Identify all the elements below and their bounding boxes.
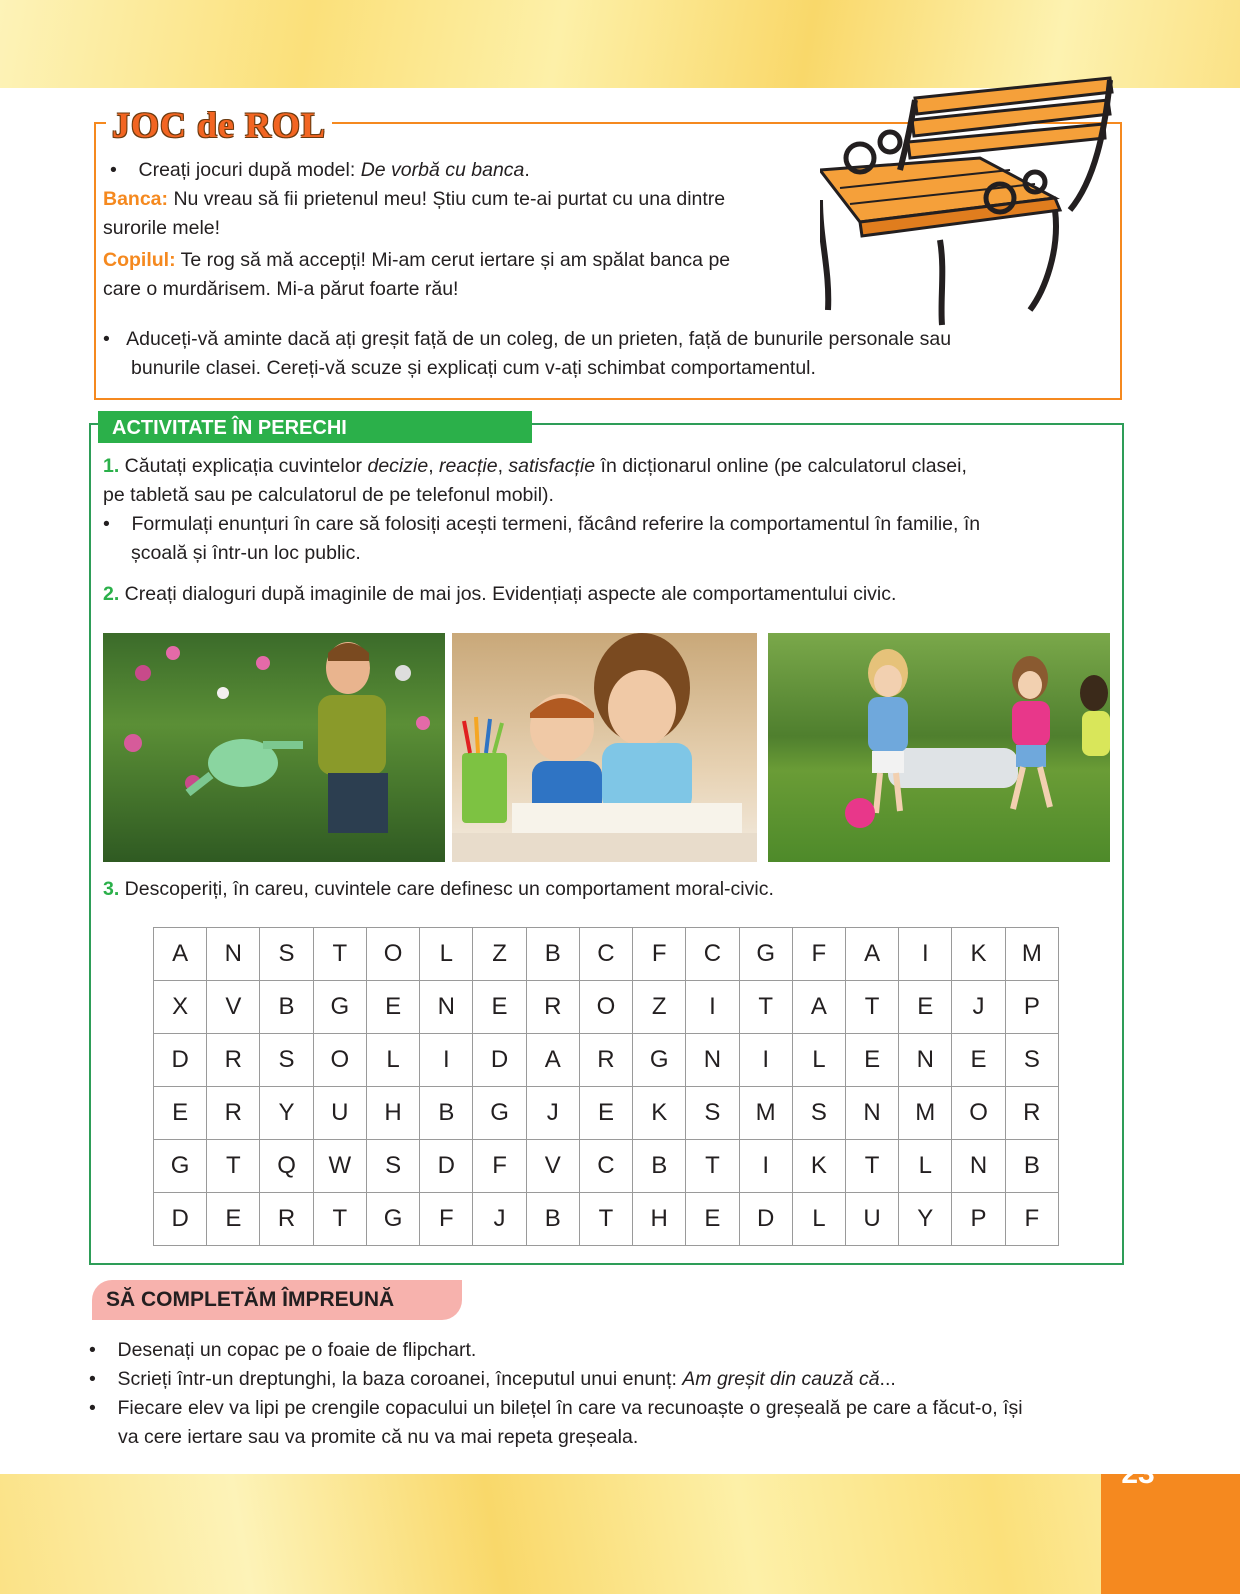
item-2-number: 2. [103,583,120,605]
grid-cell: F [420,1193,473,1246]
page-number-box [1101,1474,1240,1594]
grid-cell: V [207,981,260,1034]
grid-cell: D [154,1034,207,1087]
together-bullet-2-italic: Am greșit din cauză că [682,1368,880,1390]
grid-cell: P [1005,981,1058,1034]
grid-cell: F [792,928,845,981]
grid-cell: D [473,1034,526,1087]
grid-cell: U [313,1087,366,1140]
grid-cell: G [739,928,792,981]
comma-2: , [497,455,509,477]
grid-cell: O [366,928,419,981]
grid-cell: B [420,1087,473,1140]
grid-cell: G [633,1034,686,1087]
grid-cell: E [952,1034,1005,1087]
activity-bullet-line-2: școală și într-un loc public. [131,542,361,564]
grid-cell: T [207,1140,260,1193]
together-bullet-2-end: ... [879,1368,896,1390]
activity-item-2 [103,580,896,608]
activity-bullet-text-1: Formulați enunțuri în care să folosiți acești termeni, făcând referire la comportamentul în familie, în [131,513,981,535]
grid-cell: V [526,1140,579,1193]
grid-cell: I [420,1034,473,1087]
together-bullet-2-text: Scrieți într-un dreptunghi, la baza coroanei, începutul unui enunț: [117,1368,683,1390]
grid-row [154,1034,1059,1087]
grid-cell: S [686,1087,739,1140]
grid-cell: L [792,1034,845,1087]
grid-row [154,1140,1059,1193]
grid-cell: F [633,928,686,981]
activity-bullet-line-1 [103,510,980,538]
grid-cell: T [313,1193,366,1246]
grid-cell: L [366,1034,419,1087]
bullet-dot: • [110,159,139,181]
grid-cell: R [207,1034,260,1087]
activity-item-1-line-2: pe tabletă sau pe calculatorul de pe telefonul mobil). [103,484,554,506]
grid-cell: B [526,928,579,981]
grid-cell: I [899,928,952,981]
word-reactie: reacție [439,455,498,477]
role-bullet-2-line-1 [103,325,951,353]
together-title: SĂ COMPLETĂM ÎMPREUNĂ [92,1280,462,1320]
grid-cell: T [845,1140,898,1193]
grid-cell: W [313,1140,366,1193]
banca-line-1 [103,185,725,213]
bullet-dot: • [103,513,132,535]
item-2-text: Creați dialoguri după imaginile de mai jos. Evidențiați aspecte ale comportamentului civic. [119,583,897,605]
together-bullet-2 [89,1365,896,1393]
grid-cell: R [207,1087,260,1140]
grid-cell: H [366,1087,419,1140]
grid-row [154,1193,1059,1246]
together-bullet-1 [89,1336,476,1364]
grid-cell: Z [473,928,526,981]
grid-cell: E [899,981,952,1034]
grid-cell: O [952,1087,1005,1140]
together-bullet-3-line-2: va cere iertare sau va promite că nu va mai repeta greșeala. [118,1426,639,1448]
grid-cell: Z [633,981,686,1034]
word-search-grid [153,927,1059,1246]
item-3-number: 3. [103,878,120,900]
item-1-text-b: în dicționarul online (pe calculatorul clasei, [595,455,967,477]
grid-cell: R [1005,1087,1058,1140]
grid-cell: E [207,1193,260,1246]
bullet-dot: • [89,1368,118,1390]
grid-cell: E [845,1034,898,1087]
grid-cell: J [473,1193,526,1246]
grid-cell: J [952,981,1005,1034]
grid-cell: S [366,1140,419,1193]
grid-cell: I [686,981,739,1034]
grid-cell: G [473,1087,526,1140]
page-number: 23 [1121,1457,1155,1490]
grid-cell: L [899,1140,952,1193]
word-satisfactie: satisfacție [508,455,596,477]
grid-row [154,928,1059,981]
bullet-dot: • [89,1397,118,1419]
bottom-decorative-band [0,1474,1240,1594]
grid-cell: S [792,1087,845,1140]
grid-cell: D [420,1140,473,1193]
grid-cell: Y [260,1087,313,1140]
grid-cell: M [899,1087,952,1140]
grid-cell: J [526,1087,579,1140]
photo-girls-playing-ball [768,633,1110,862]
grid-cell: R [579,1034,632,1087]
banca-text-1: Nu vreau să fii prietenul meu! Știu cum te-ai purtat cu una dintre [168,188,726,210]
copil-line-1 [103,246,730,274]
grid-cell: G [366,1193,419,1246]
grid-cell: T [313,928,366,981]
role-bullet-1-text: Creați jocuri după model: [138,159,361,181]
grid-cell: T [579,1193,632,1246]
grid-row [154,981,1059,1034]
photo-children-studying [452,633,757,862]
grid-cell: B [633,1140,686,1193]
activity-title: ACTIVITATE ÎN PERECHI [98,411,532,443]
grid-cell: T [739,981,792,1034]
banca-label: Banca: [103,188,169,210]
bench-illustration [820,70,1120,330]
grid-cell: G [313,981,366,1034]
together-bullet-3-text-1: Fiecare elev va lipi pe crengile copacului un bilețel în care va recunoaște o greșeală pe care a făcut-o, își [117,1397,1023,1419]
grid-cell: B [526,1193,579,1246]
grid-cell: X [154,981,207,1034]
grid-cell: N [686,1034,739,1087]
grid-cell: D [154,1193,207,1246]
grid-cell: M [739,1087,792,1140]
grid-cell: F [1005,1193,1058,1246]
grid-cell: A [845,928,898,981]
grid-cell: R [260,1193,313,1246]
item-1-text-a: Căutați explicația cuvintelor [119,455,368,477]
grid-cell: F [473,1140,526,1193]
photo-boy-watering-plants [103,633,445,862]
together-bullet-3-line-1 [89,1394,1023,1422]
grid-cell: L [792,1193,845,1246]
grid-cell: K [633,1087,686,1140]
grid-cell: N [420,981,473,1034]
grid-cell: G [154,1140,207,1193]
grid-cell: R [526,981,579,1034]
bullet-dot: • [103,328,127,350]
grid-cell: P [952,1193,1005,1246]
role-bullet-2-text-1: Aduceți-vă aminte dacă ați greșit față de un coleg, de un prieten, față de bunurile personale sau [126,328,952,350]
role-bullet-1 [110,156,530,184]
copil-line-2: care o murdărisem. Mi-a părut foarte rău! [103,278,459,300]
role-bullet-2-line-2: bunurile clasei. Cereți-vă scuze și explicați cum v-ați schimbat comportamentul. [131,357,816,379]
grid-cell: B [260,981,313,1034]
grid-cell: N [952,1140,1005,1193]
grid-cell: C [579,1140,632,1193]
copil-label: Copilul: [103,249,176,271]
grid-cell: A [154,928,207,981]
grid-cell: A [526,1034,579,1087]
grid-cell: E [154,1087,207,1140]
grid-cell: E [366,981,419,1034]
grid-cell: E [686,1193,739,1246]
role-bullet-1-italic: De vorbă cu banca [360,159,525,181]
grid-cell: U [845,1193,898,1246]
grid-cell: D [739,1193,792,1246]
grid-cell: A [792,981,845,1034]
grid-cell: N [899,1034,952,1087]
grid-cell: C [579,928,632,981]
word-decizie: decizie [367,455,429,477]
activity-item-1-line-1 [103,452,967,480]
grid-cell: T [686,1140,739,1193]
grid-cell: E [473,981,526,1034]
grid-cell: Y [899,1193,952,1246]
together-bullet-1-text: Desenați un copac pe o foaie de flipchart. [117,1339,477,1361]
grid-cell: L [420,928,473,981]
grid-cell: S [260,1034,313,1087]
role-bullet-1-end: . [524,159,530,181]
bullet-dot: • [89,1339,118,1361]
grid-cell: C [686,928,739,981]
grid-cell: Q [260,1140,313,1193]
grid-row [154,1087,1059,1140]
role-play-title: JOC de ROL [106,104,332,146]
activity-item-3 [103,875,774,903]
grid-cell: O [579,981,632,1034]
grid-cell: S [1005,1034,1058,1087]
grid-cell: I [739,1034,792,1087]
grid-cell: N [207,928,260,981]
grid-cell: N [845,1087,898,1140]
grid-cell: K [792,1140,845,1193]
grid-cell: H [633,1193,686,1246]
item-3-text: Descoperiți, în careu, cuvintele care definesc un comportament moral-civic. [119,878,774,900]
grid-cell: M [1005,928,1058,981]
item-1-number: 1. [103,455,120,477]
copil-text-1: Te rog să mă accepți! Mi-am cerut iertare și am spălat banca pe [175,249,731,271]
grid-cell: O [313,1034,366,1087]
grid-cell: S [260,928,313,981]
grid-cell: K [952,928,1005,981]
grid-cell: T [845,981,898,1034]
grid-cell: I [739,1140,792,1193]
comma-1: , [428,455,440,477]
banca-line-2: surorile mele! [103,217,221,239]
grid-cell: E [579,1087,632,1140]
grid-cell: B [1005,1140,1058,1193]
